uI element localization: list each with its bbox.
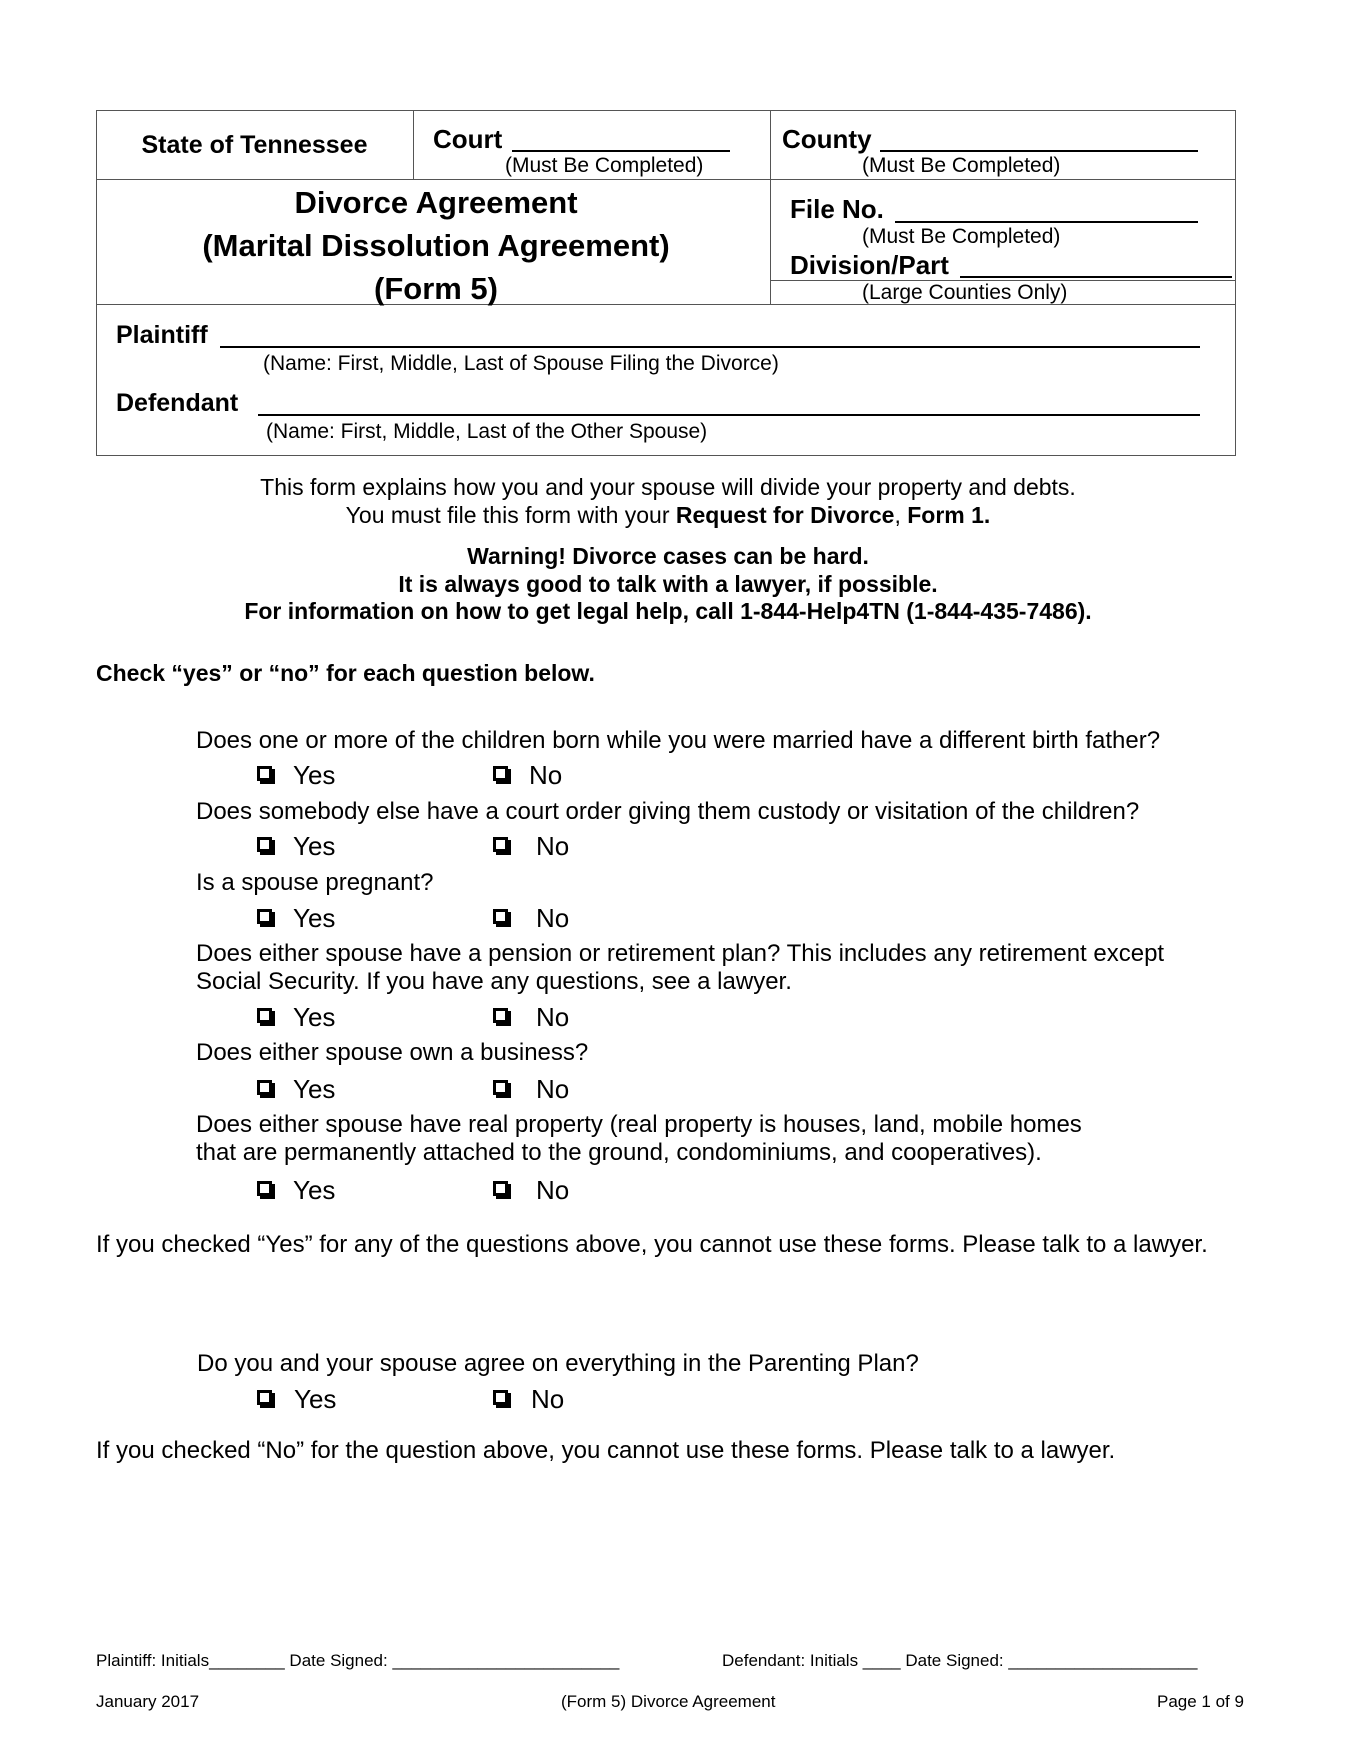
plaintiff-note: (Name: First, Middle, Last of Spouse Filing the Divorce) — [263, 352, 779, 375]
no-label: No — [536, 831, 570, 861]
parenting-no-checkbox[interactable] — [493, 1390, 508, 1405]
defendant-date-signed: __ Date Signed: ____________________ — [881, 1651, 1198, 1670]
yes-checkbox-6[interactable] — [257, 1181, 272, 1196]
parenting-question: Do you and your spouse agree on everything in the Parenting Plan? — [197, 1350, 919, 1377]
instruction: Check “yes” or “no” for each question below. — [96, 660, 595, 686]
form-number-reference: Form 1. — [907, 502, 991, 528]
state-label: State of Tennessee — [141, 131, 368, 159]
yes-label: Yes — [293, 903, 336, 933]
question-4: Does either spouse have a pension or retirement plan? This includes any retirement except — [196, 940, 1165, 967]
no-label: No — [536, 903, 570, 933]
yes-checkbox-4[interactable] — [257, 1008, 272, 1023]
yes-label: Yes — [294, 1384, 337, 1414]
county-note: (Must Be Completed) — [862, 154, 1061, 177]
court-note: (Must Be Completed) — [505, 154, 704, 177]
file-no-note: (Must Be Completed) — [862, 225, 1061, 248]
intro-text: You must file this form with your — [345, 502, 676, 528]
court-label: Court — [433, 124, 503, 154]
question-6-line-2: that are permanently attached to the ground, condominiums, and cooperatives). — [196, 1139, 1042, 1166]
warning-line-3: For information on how to get legal help, call 1-844-Help4TN (1-844-435-7486). — [244, 598, 1092, 624]
no-label: No — [536, 1002, 570, 1032]
question-4-line-2: Social Security. If you have any questions, see a lawyer. — [196, 968, 792, 995]
yes-label: Yes — [293, 1074, 336, 1104]
court-field[interactable] — [512, 150, 730, 152]
no-label: No — [531, 1384, 565, 1414]
parenting-yes-checkbox[interactable] — [257, 1390, 272, 1405]
no-warning: If you checked “No” for the question above, you cannot use these forms. Please talk to a lawyer. — [96, 1437, 1116, 1464]
question-6: Does either spouse have real property (real property is houses, land, mobile homes — [196, 1111, 1082, 1138]
no-checkbox-3[interactable] — [493, 909, 508, 924]
intro-line-2 — [0, 502, 1336, 529]
yes-checkbox-1[interactable] — [257, 766, 272, 781]
no-label: No — [529, 760, 563, 790]
division-label: Division/Part — [790, 250, 949, 280]
yes-warning: If you checked “Yes” for any of the questions above, you cannot use these forms. Please talk to a lawyer. — [96, 1231, 1208, 1258]
yes-checkbox-5[interactable] — [257, 1080, 272, 1095]
yes-label: Yes — [293, 1002, 336, 1032]
no-checkbox-1[interactable] — [493, 766, 508, 781]
form-number: (Form 5) — [374, 271, 498, 306]
yes-label: Yes — [293, 1175, 336, 1205]
no-label: No — [536, 1175, 570, 1205]
question-1: Does one or more of the children born while you were married have a different birth father? — [196, 727, 1161, 754]
question-3: Is a spouse pregnant? — [196, 869, 434, 896]
yes-label: Yes — [293, 760, 336, 790]
warning-line-1: Warning! Divorce cases can be hard. — [467, 543, 869, 569]
defendant-initials — [722, 1651, 1197, 1671]
county-field[interactable] — [880, 150, 1198, 152]
division-field[interactable] — [960, 276, 1232, 278]
yes-checkbox-3[interactable] — [257, 909, 272, 924]
no-checkbox-4[interactable] — [493, 1008, 508, 1023]
footer-form-name: (Form 5) Divorce Agreement — [561, 1692, 776, 1711]
divider — [96, 179, 1236, 180]
county-label: County — [782, 124, 872, 154]
yes-checkbox-2[interactable] — [257, 837, 272, 852]
divider — [413, 110, 414, 179]
defendant-label: Defendant — [116, 389, 239, 417]
file-no-label: File No. — [790, 194, 884, 224]
defendant-note: (Name: First, Middle, Last of the Other Spouse) — [266, 420, 708, 443]
form-reference: Request for Divorce — [675, 502, 895, 528]
no-checkbox-5[interactable] — [493, 1080, 508, 1095]
form-subtitle: (Marital Dissolution Agreement) — [202, 228, 670, 263]
plaintiff-initials: Plaintiff: Initials________ Date Signed: ________________________ — [96, 1651, 620, 1670]
plaintiff-label: Plaintiff — [116, 321, 208, 349]
no-label: No — [536, 1074, 570, 1104]
defendant-initials-label: Defendant: Initials __ — [722, 1651, 882, 1670]
defendant-field[interactable] — [258, 414, 1200, 416]
file-no-field[interactable] — [895, 221, 1198, 223]
no-checkbox-6[interactable] — [493, 1181, 508, 1196]
page-number: Page 1 of 9 — [1157, 1692, 1244, 1711]
warning-line-2: It is always good to talk with a lawyer, if possible. — [398, 571, 938, 597]
footer-date: January 2017 — [96, 1692, 200, 1711]
question-2: Does somebody else have a court order giving them custody or visitation of the children? — [196, 798, 1140, 825]
question-5: Does either spouse own a business? — [196, 1039, 589, 1066]
no-checkbox-2[interactable] — [493, 837, 508, 852]
yes-label: Yes — [293, 831, 336, 861]
form-title: Divorce Agreement — [294, 185, 578, 220]
separator: , — [894, 502, 908, 528]
intro-line-1: This form explains how you and your spouse will divide your property and debts. — [260, 474, 1076, 500]
division-note: (Large Counties Only) — [862, 281, 1068, 304]
plaintiff-field[interactable] — [220, 346, 1200, 348]
